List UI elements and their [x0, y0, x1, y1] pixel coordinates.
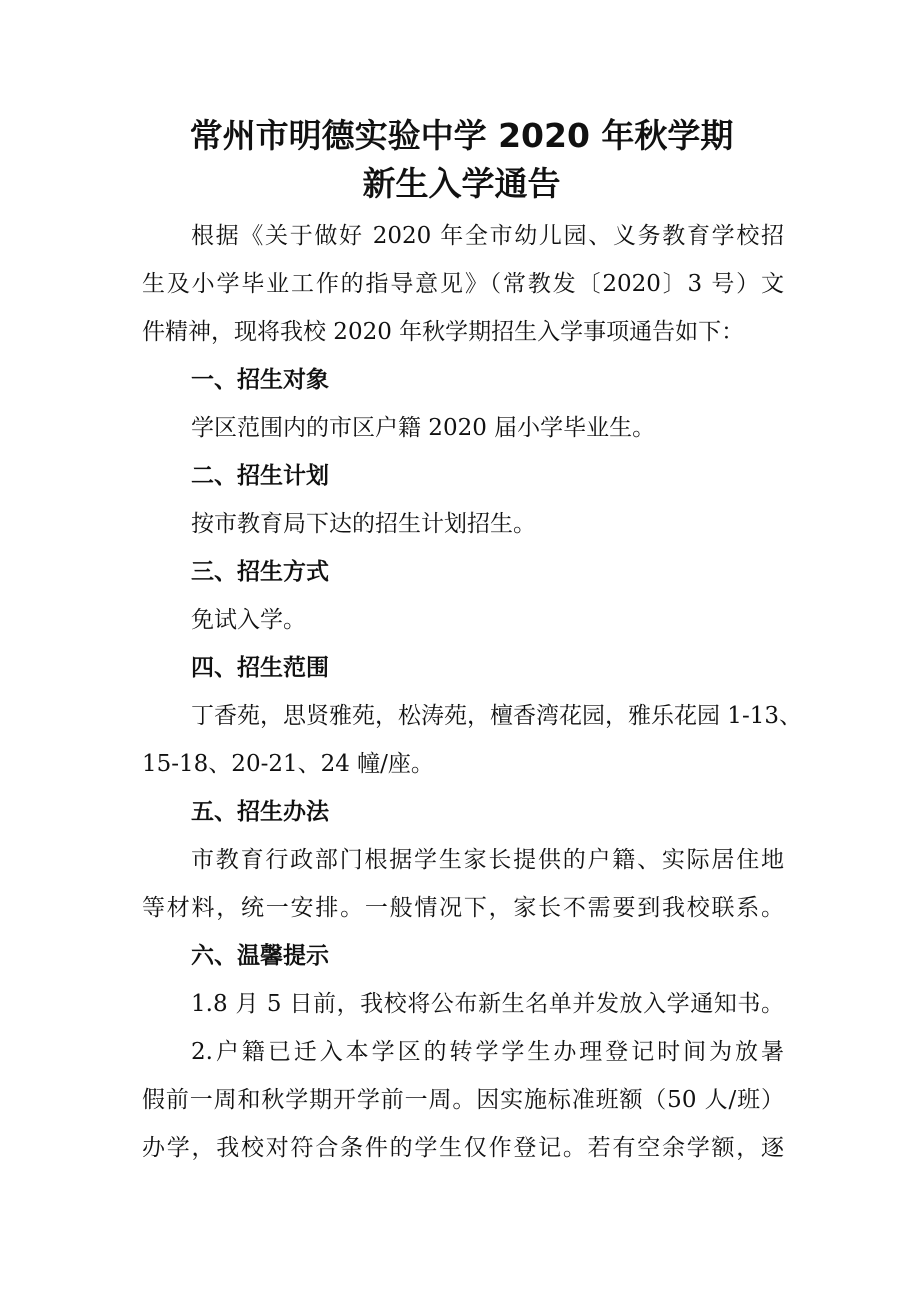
section-2-text: 按市教育局下达的招生计划招生。 [191, 511, 536, 537]
tip-item-1: 1.8 月 5 日前，我校将公布新生名单并发放入学通知书。 [191, 991, 784, 1017]
tip-item-2-line-1: 2.户籍已迁入本学区的转学学生办理登记时间为放暑 [191, 1039, 784, 1065]
tip-item-2-line-3: 办学，我校对符合条件的学生仅作登记。若有空余学额，逐 [142, 1135, 784, 1161]
title-line-1: 常州市明德实验中学 2020 年秋学期 [189, 116, 734, 155]
section-4-text-line-2: 15-18、20-21、24 幢/座。 [142, 751, 434, 777]
section-4-text-line-1: 丁香苑，思贤雅苑，松涛苑，檀香湾花园，雅乐花园 1-13、 [191, 703, 802, 729]
section-heading-5: 五、招生办法 [191, 799, 329, 825]
intro-line-1: 根据《关于做好 2020 年全市幼儿园、义务教育学校招 [191, 223, 784, 249]
section-5-text-line-1: 市教育行政部门根据学生家长提供的户籍、实际居住地 [191, 847, 784, 873]
section-1-text: 学区范围内的市区户籍 2020 届小学毕业生。 [191, 415, 656, 441]
tip-item-2-line-2: 假前一周和秋学期开学前一周。因实施标准班额（50 人/班） [142, 1087, 784, 1113]
section-5-text-line-2: 等材料，统一安排。一般情况下，家长不需要到我校联系。 [142, 895, 784, 921]
section-3-text: 免试入学。 [191, 607, 306, 633]
section-heading-1: 一、招生对象 [191, 367, 329, 393]
section-heading-6: 六、温馨提示 [191, 943, 329, 969]
intro-line-2: 生及小学毕业工作的指导意见》（常教发〔2020〕3 号）文 [142, 271, 784, 297]
intro-line-3: 件精神，现将我校 2020 年秋学期招生入学事项通告如下： [142, 319, 745, 345]
section-heading-3: 三、招生方式 [191, 559, 329, 585]
document-body [142, 212, 802, 1172]
title-line-2: 新生入学通告 [362, 164, 561, 203]
section-heading-4: 四、招生范围 [191, 655, 329, 681]
section-heading-2: 二、招生计划 [191, 463, 329, 489]
